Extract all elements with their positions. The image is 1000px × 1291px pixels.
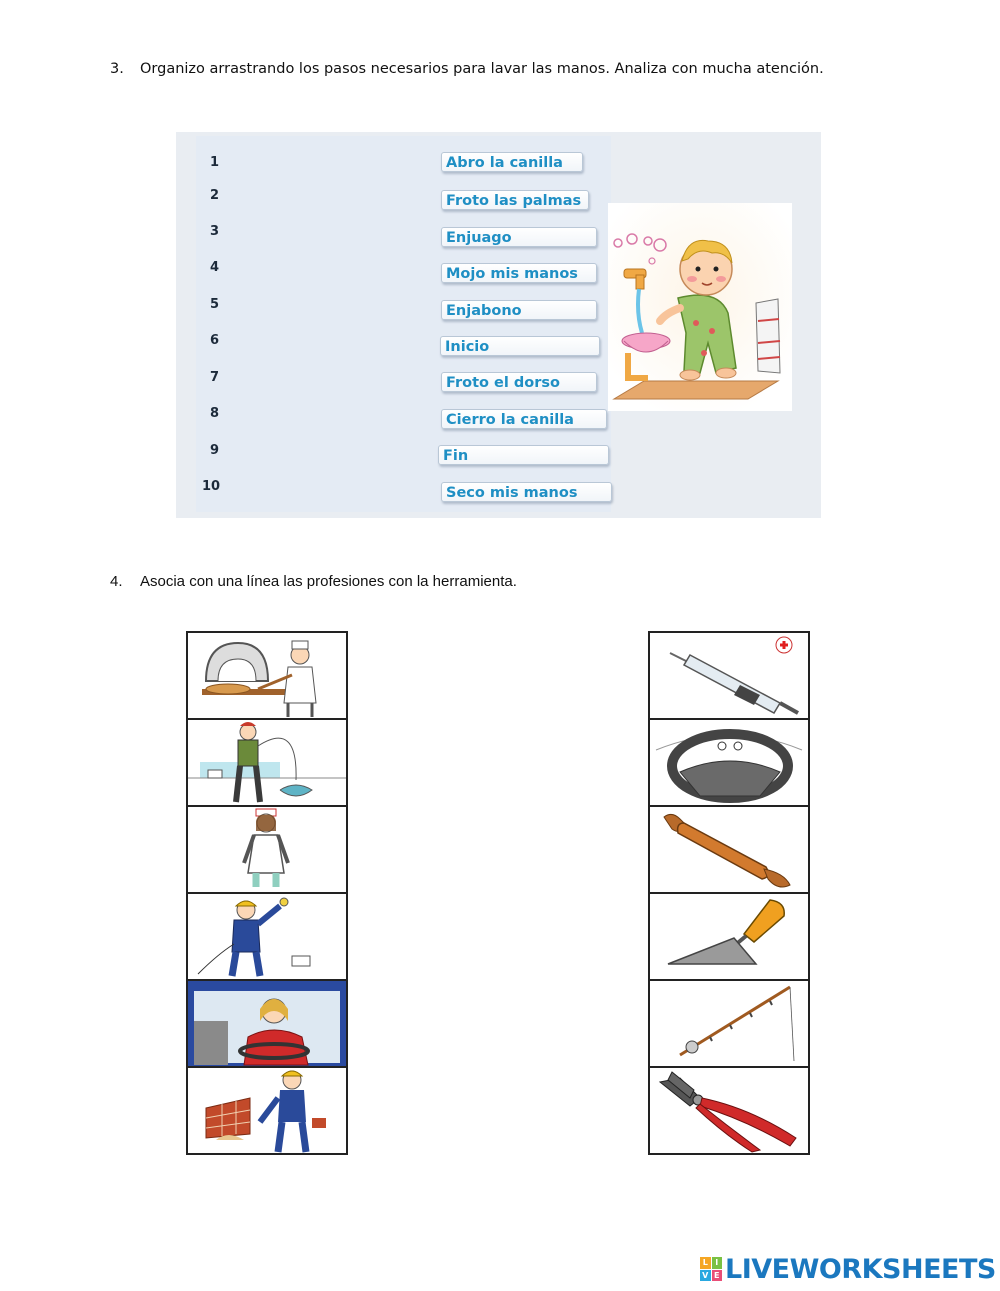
baker-icon: [188, 633, 346, 718]
steering-wheel-cell[interactable]: [650, 720, 808, 807]
draggable-step[interactable]: Inicio: [440, 336, 600, 356]
draggable-step[interactable]: Seco mis manos: [441, 482, 612, 502]
row-number: 3: [210, 224, 220, 239]
steering-wheel-icon: [650, 720, 808, 805]
row-number: 4: [210, 260, 220, 275]
draggable-step[interactable]: Mojo mis manos: [441, 263, 597, 283]
row-number: 2: [210, 188, 220, 203]
row-number: 6: [210, 333, 220, 348]
draggable-step[interactable]: Froto las palmas: [441, 190, 589, 210]
question-text: Organizo arrastrando los pasos necesarios para lavar las manos. Analiza con mucha atención.: [140, 61, 824, 77]
draggable-step[interactable]: Froto el dorso: [441, 372, 597, 392]
question-3-prompt: [110, 61, 824, 77]
child-washing-hands-image: [608, 203, 792, 411]
row-number: 10: [202, 479, 221, 494]
fishing-rod-cell[interactable]: [650, 981, 808, 1068]
trowel-cell[interactable]: [650, 894, 808, 981]
syringe-cell[interactable]: [650, 633, 808, 720]
nurse-icon: [188, 807, 346, 892]
fishing-rod-icon: [650, 981, 808, 1066]
row-number: 9: [210, 443, 220, 458]
nurse-cell[interactable]: [188, 807, 346, 894]
logo-text: LIVEWORKSHEETS: [725, 1253, 996, 1285]
syringe-icon: [650, 633, 808, 718]
bricklayer-cell[interactable]: [188, 1068, 346, 1153]
row-number: 5: [210, 297, 220, 312]
question-4-prompt: [110, 573, 517, 590]
question-number: 4.: [110, 573, 123, 590]
pliers-icon: [650, 1068, 808, 1153]
logo-letter-i: I: [712, 1257, 723, 1269]
trowel-icon: [650, 894, 808, 979]
bricklayer-icon: [188, 1068, 346, 1153]
draggable-step[interactable]: Abro la canilla: [441, 152, 583, 172]
logo-letter-l: L: [700, 1257, 711, 1269]
electrician-cell[interactable]: [188, 894, 346, 981]
question-number: 3.: [110, 61, 124, 77]
liveworksheets-logo-icon: [700, 1257, 722, 1281]
logo-letter-e: E: [712, 1270, 723, 1282]
baker-cell[interactable]: [188, 633, 346, 720]
driver-icon: [188, 981, 346, 1066]
logo-letter-v: V: [700, 1270, 711, 1282]
row-number: 7: [210, 370, 220, 385]
professions-column: [186, 631, 348, 1155]
row-number: 8: [210, 406, 220, 421]
rolling-pin-icon: [650, 807, 808, 892]
liveworksheets-logo: [700, 1254, 996, 1284]
pliers-cell[interactable]: [650, 1068, 808, 1153]
question-text: Asocia con una línea las profesiones con la herramienta.: [140, 573, 517, 590]
fisherman-icon: [188, 720, 346, 805]
fisherman-cell[interactable]: [188, 720, 346, 807]
electrician-icon: [188, 894, 346, 979]
draggable-step[interactable]: Enjabono: [441, 300, 597, 320]
driver-cell[interactable]: [188, 981, 346, 1068]
draggable-step[interactable]: Fin: [438, 445, 609, 465]
draggable-step[interactable]: Cierro la canilla: [441, 409, 607, 429]
row-number: 1: [210, 155, 220, 170]
draggable-step[interactable]: Enjuago: [441, 227, 597, 247]
rolling-pin-cell[interactable]: [650, 807, 808, 894]
tools-column: [648, 631, 810, 1155]
